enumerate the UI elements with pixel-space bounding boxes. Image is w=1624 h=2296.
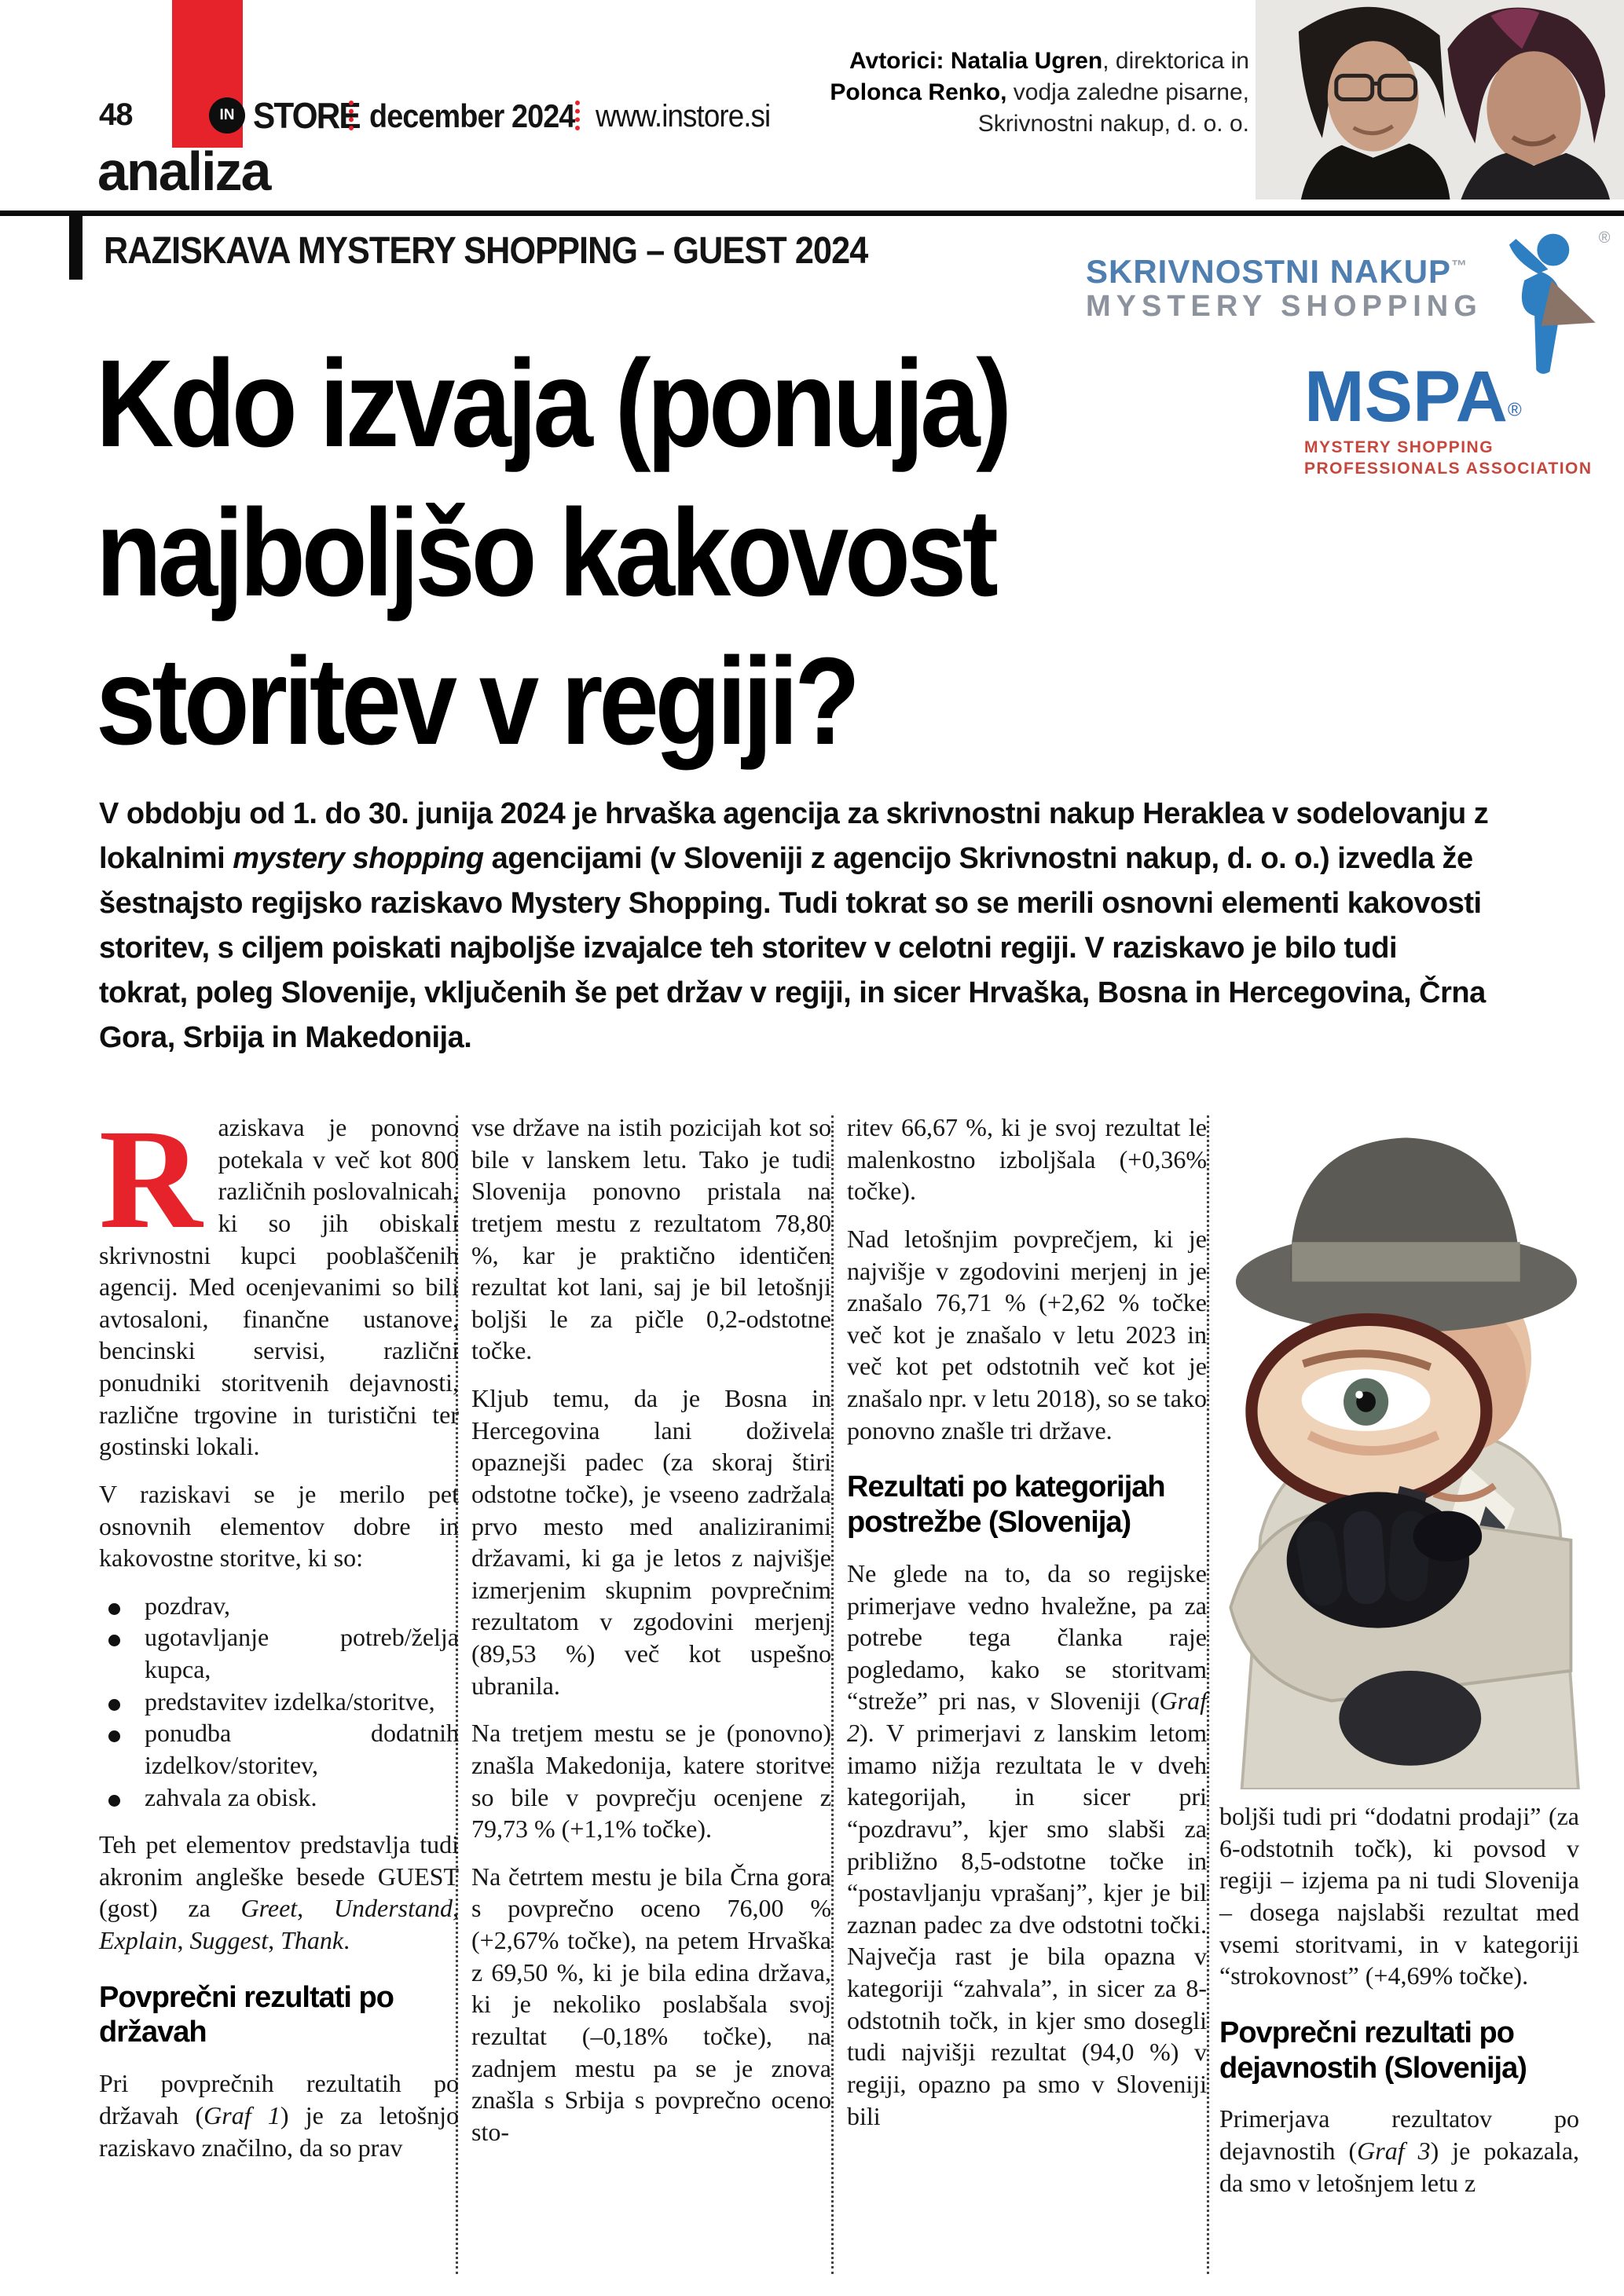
bullet-item: ugotavljanje potreb/želja kupca,: [99, 1621, 459, 1685]
text-run: Teh pet elementov predstavlja tudi akronim angleške besede GUEST (gost) za: [99, 1830, 459, 1923]
text-run: Thank: [280, 1926, 344, 1954]
column-separator: [1207, 1115, 1209, 2274]
bullet-item: zahvala za obisk.: [99, 1782, 459, 1814]
intro-paragraph: [99, 792, 1490, 1060]
text-run: Graf 1: [203, 2100, 280, 2129]
text-run: ,: [297, 1894, 334, 1923]
paragraph: [99, 1829, 459, 1957]
paragraph: Na četrtem mestu je bila Črna gora s povprečno oceno 76,00 % (+2,67% točke), na petem Hrvaška z 69,50 %, ki je bila edina država, ki je nekoliko poslabšala svoj rezultat (–0,18% točke), na zadnjem mestu pa se je znova znašla s Srbija s povprečno oceno sto-: [471, 1862, 831, 2146]
subhead-rezultati-po-dejavnostih: Povprečni rezultati po dejavnostih (Slovenija): [1219, 2016, 1527, 2085]
text-run: Pri povprečnih rezultatih po državah (: [99, 2069, 459, 2129]
paragraph: V raziskavi se je merilo pet osnovnih elementov dobre in kakovostne storitve, ki so:: [99, 1479, 459, 1573]
page-number: 48: [99, 97, 133, 132]
text-run: Greet: [240, 1894, 298, 1923]
text-run: Understand: [333, 1894, 453, 1923]
detective-magnifier-photo: [1219, 1093, 1593, 1789]
header-dotted-separator: [349, 101, 354, 130]
article-title: [96, 330, 1008, 777]
skrivnostni-logo-line2: MYSTERY SHOPPING: [1086, 290, 1483, 324]
column-separator: [831, 1115, 834, 2274]
registered-mark: ®: [1598, 229, 1611, 247]
person-figure-icon: [1489, 231, 1599, 377]
header-rule: [0, 211, 1624, 216]
text-run: Explain: [99, 1926, 178, 1954]
paragraph: [99, 2067, 459, 2163]
paragraph: vse države na istih pozicijah kot so bile v lanskem letu. Tako je tudi Slovenija ponovno pristala na tretjem mestu z rezultatom 78,80 %, kar je praktično identičen rezultat kot lani, saj je bil letošnji boljši le za pičle 0,2-odstotne točke.: [471, 1113, 831, 1365]
bullet-item: pozdrav,: [99, 1590, 459, 1622]
drop-cap: R: [99, 1100, 203, 1258]
paragraph: Raziskava je ponovno potekala v več kot 800 različnih poslovalnicah, ki so jih obiskali skrivnostni kupci pooblaščenih agencij. Med ocenjevanimi so bili avtosaloni, finančne ustanove, bencinski servisi, različni ponudniki storitvenih dejavnosti, različne trgovine in turistični ter gostinski lokali.: [99, 1100, 459, 1461]
subhead-rezultati-po-drzavah: Povprečni rezultati po državah: [99, 1980, 394, 2049]
paragraph: ritev 66,67 %, ki je svoj rezultat le malenkostno izboljšala (+0,36% točke).: [847, 1113, 1207, 1206]
authors-line2: Polonca Renko, vodja zaledne pisarne,: [830, 79, 1249, 105]
website-url: www.instore.si: [596, 99, 771, 134]
kicker: RAZISKAVA MYSTERY SHOPPING – GUEST 2024: [104, 230, 868, 272]
text-run: ). V primerjavi z lanskim letom imamo nižja rezultata le v dveh kategorijah, in sicer pri “pozdravu”, kjer smo slabši za približno 8,5-odstotne točke in “postavljanju vprašanj”, kjer je bil zaznan padec za dve odstotni točki. Največja rast je bila opazna v kategoriji “zahvala”, in sicer za 8-odstotnih točk, in kjer smo dosegli tudi najvišji rezultat (94,0 %) v regiji, opazno pa smo v Sloveniji bili: [847, 1719, 1207, 2130]
text-run: mystery shopping: [233, 842, 484, 875]
text-run: Ne glede na to, da so regijske primerjave vedno hvaležne, pa za potrebe tega članka raje pogledamo, kako se storitvam “streže” pri nas, v Sloveniji (: [847, 1558, 1207, 1716]
issue-date: december 2024: [369, 97, 575, 134]
subhead-rezultati-po-kategorijah: Rezultati po kategorijah postrežbe (Slovenija): [847, 1470, 1165, 1540]
text-run: .: [343, 1926, 350, 1954]
body-column-3: [847, 1111, 1207, 2148]
skrivnostni-nakup-logo-text: [1086, 253, 1483, 324]
authors-photo: [1256, 0, 1624, 200]
mspa-logo-name: MSPA®: [1304, 357, 1522, 437]
text-run: agencijami (v Sloveniji z agencijo Skrivnostni nakup, d. o. o.) izvedla že šestnajsto regijsko raziskavo Mystery Shopping. Tudi tokrat so se merili osnovni elementi kakovosti storitev, s ciljem poiskati najboljše izvajalce teh storitev v celotni regiji. V raziskavo je bilo tudi tokrat, poleg Slovenije, vključenih še pet držav v regiji, in sicer Hrvaška, Bosna in Hercegovina, Črna Gora, Srbija in Makedonija.: [99, 842, 1486, 1054]
text-run: Primerjava rezultatov po dejavnostih (: [1219, 2104, 1579, 2166]
text-run: Suggest: [189, 1926, 269, 1954]
body-column-4: [1219, 1800, 1579, 2214]
text-run: Graf 2: [847, 1686, 1207, 1748]
authors-line1: Avtorici: Natalia Ugren, direktorica in: [849, 48, 1249, 74]
text-run: ,: [268, 1926, 281, 1954]
body-column-1: [99, 1100, 460, 2179]
text-run: ) je za letošnjo raziskavo značilno, da so prav: [99, 2100, 460, 2162]
paragraph: [1219, 2103, 1579, 2199]
authors-byline: [770, 46, 1249, 140]
text-run: ,: [453, 1894, 459, 1923]
text-run: V obdobju od 1. do 30. junija 2024 je hrvaška agencija za skrivnostni nakup Heraklea v sodelovanju z lokalnimi: [99, 797, 1489, 875]
section-label: analiza: [97, 141, 270, 202]
skrivnostni-logo-line1: SKRIVNOSTNI NAKUP™: [1086, 253, 1468, 290]
bullet-list: [99, 1590, 459, 1813]
mspa-logo-subtitle: MYSTERY SHOPPING PROFESSIONALS ASSOCIATION: [1304, 438, 1593, 478]
instore-in-circle-logo: IN: [209, 97, 245, 134]
article-title-line: Kdo izvaja (ponuja): [96, 335, 1008, 473]
paragraph: boljši tudi pri “dodatni prodaji” (za 6-odstotnih točk), ki povsod v regiji – izjema pa ni tudi Slovenija – dosega najslabši rezultat med vsemi storitvami, in v kategoriji “strokovnost” (+4,69% točke).: [1219, 1802, 1579, 1990]
paragraph: [847, 1558, 1207, 2132]
text-run: ,: [177, 1926, 190, 1954]
article-title-line: storitev v regiji?: [96, 632, 856, 771]
text-run: Graf 3: [1357, 2137, 1431, 2166]
body-column-2: [471, 1111, 831, 2163]
paragraph: Kljub temu, da je Bosna in Hercegovina lani doživela opaznejši padec (za skoraj štiri odstotne točke), je vseeno zadržala prvo mesto med analiziranimi državami, ki ga je letos z najvišje izmerjenim skupnim povprečnim rezultatom v zgodovini merjenj (89,53 %) več kot uspešno ubranila.: [471, 1384, 831, 1700]
header-dotted-separator: [575, 101, 580, 130]
paragraph: Nad letošnjim povprečjem, ki je najvišje v zgodovini merjenj in je znašalo 76,71 % (+2,62 % točke več kot je znašalo v letu 2023 in več kot pet odstotnih več kot je znašalo npr. v letu 2018), so se tako ponovno znašle tri države.: [847, 1224, 1207, 1445]
text-run: ) je pokazala, da smo v letošnjem letu z: [1219, 2137, 1580, 2197]
kicker-bar: [69, 211, 82, 280]
article-title-line: najboljšo kakovost: [96, 483, 995, 622]
bullet-item: ponudba dodatnih izdelkov/storitev,: [99, 1717, 459, 1781]
bullet-item: predstavitev izdelka/storitve,: [99, 1686, 459, 1718]
mspa-logo: [1304, 357, 1593, 479]
authors-line3: Skrivnostni nakup, d. o. o.: [977, 111, 1249, 137]
paragraph: Na tretjem mestu se je (ponovno) znašla Makedonija, katere storitve so bile v povprečju ocenjene z 79,73 % (+1,1% točke).: [471, 1719, 831, 1844]
instore-logo-text: STORE: [253, 95, 360, 136]
